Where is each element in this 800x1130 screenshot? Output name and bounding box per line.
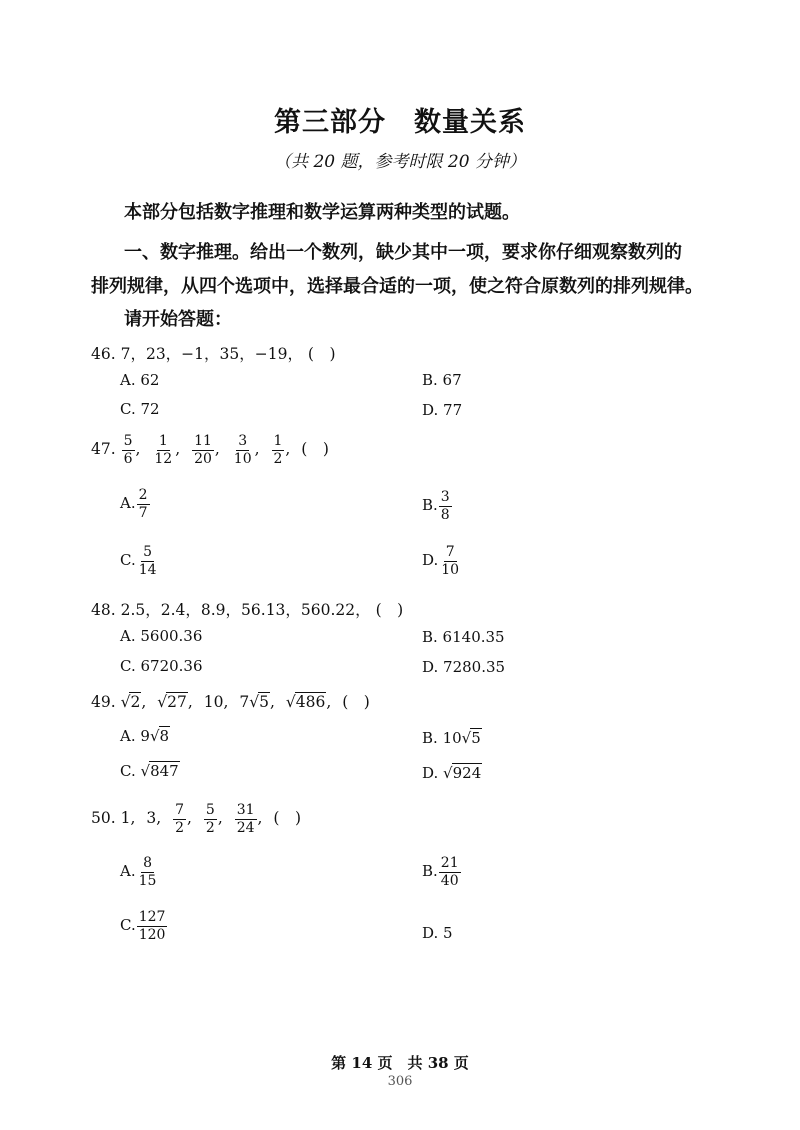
intro-line-3: 排列规律，从四个选项中，选择最合适的一项，使之符合原数列的排列规律。 [91, 276, 703, 297]
question-sequence: 7，23，−1，35，−19， [120, 345, 303, 363]
question-46 [91, 342, 336, 364]
answer-blank: ( ) [307, 345, 336, 363]
page-number: 306 [387, 1074, 413, 1089]
fraction-term: $\frac{21}{40}$ [440, 855, 459, 889]
question-number: 50. [91, 809, 116, 828]
sqrt-term: 10√5 [442, 729, 481, 747]
sqrt-term: √27 [157, 693, 187, 711]
question-50: 50. 1, 3, $\frac{7}{2}$ , $\frac{5}{2}$ , $\frac{31}{24}$ , ( ) [91, 802, 301, 836]
sqrt-term: √486 [285, 693, 326, 711]
question-49: 49. √2, √27, 10, 7√5, √486, ( ) [91, 693, 370, 711]
integer-term: 3 [146, 809, 157, 828]
fraction-term: $\frac{1}{12}$ [154, 433, 173, 467]
fraction-term: $\frac{3}{10}$ [233, 433, 252, 467]
option-a: A. $\frac{8}{15}$ [120, 855, 157, 889]
fraction-term: $\frac{3}{8}$ [440, 489, 450, 523]
option-d: D. 5 [422, 924, 453, 942]
fraction-term: $\frac{1}{2}$ [273, 433, 283, 467]
option-c: C. 6720.36 [120, 657, 203, 675]
option-b: B. $\frac{21}{40}$ [422, 855, 459, 889]
answer-blank: ( ) [375, 601, 404, 619]
option-c: C. √847 [120, 762, 179, 780]
question-number: 46. [91, 345, 116, 363]
option-c: C. $\frac{127}{120}$ [120, 909, 166, 943]
integer-term: 1 [120, 809, 131, 828]
fraction-term: $\frac{127}{120}$ [138, 909, 166, 943]
question-number: 47. [91, 440, 116, 459]
question-sequence: 2.5，2.4，8.9，56.13，560.22， [120, 601, 371, 619]
answer-blank: ( ) [342, 693, 370, 711]
fraction-term: $\frac{11}{20}$ [194, 433, 212, 467]
option-a: A. $\frac{2}{7}$ [120, 487, 148, 521]
option-d: D. 77 [422, 401, 463, 419]
sqrt-term: 9√8 [140, 727, 170, 745]
option-d: D. $\frac{7}{10}$ [422, 544, 460, 578]
answer-blank: ( ) [301, 440, 329, 459]
question-48 [91, 598, 403, 620]
page-info: 第 14 页 共 38 页 [331, 1054, 469, 1072]
fraction-term: $\frac{5}{2}$ [205, 802, 215, 836]
intro-line-1: 本部分包括数字推理和数学运算两种类型的试题。 [124, 202, 520, 223]
fraction-term: $\frac{5}{14}$ [138, 544, 157, 578]
option-c: C. 72 [120, 400, 160, 418]
intro-line-4: 请开始答题： [124, 309, 232, 330]
sqrt-term: √2 [120, 693, 141, 711]
question-47: 47. $\frac{5}{6}$ , $\frac{1}{12}$ , $\frac{11}{20}$ , $\frac{3}{10}$ , $\frac{1}{2}$ , ( ) [91, 433, 329, 467]
fraction-term: $\frac{2}{7}$ [138, 487, 148, 521]
option-a: A. 5600.36 [120, 627, 203, 645]
fraction-term: $\frac{31}{24}$ [236, 802, 255, 836]
integer-term: 10 [203, 693, 224, 711]
section-title: 第三部分 数量关系 [274, 107, 526, 138]
intro-line-2: 一、数字推理。给出一个数列，缺少其中一项，要求你仔细观察数列的 [124, 242, 682, 263]
question-number: 48. [91, 601, 116, 619]
fraction-term: $\frac{8}{15}$ [138, 855, 157, 889]
sqrt-term: 7√5 [239, 693, 269, 711]
question-number: 49. [91, 693, 116, 711]
option-b: B. 67 [422, 371, 462, 389]
fraction-term: $\frac{5}{6}$ [123, 433, 133, 467]
option-a: A. 9√8 [120, 727, 170, 745]
answer-blank: ( ) [273, 809, 301, 828]
option-b: B. 6140.35 [422, 628, 505, 646]
option-c: C. $\frac{5}{14}$ [120, 544, 157, 578]
sqrt-term: √847 [140, 762, 179, 780]
option-d: D. √924 [422, 764, 482, 782]
option-b: B. $\frac{3}{8}$ [422, 489, 450, 523]
option-d: D. 7280.35 [422, 658, 506, 676]
fraction-term: $\frac{7}{10}$ [441, 544, 460, 578]
option-a: A. 62 [120, 371, 160, 389]
fraction-term: $\frac{7}{2}$ [175, 802, 185, 836]
sqrt-term: √924 [443, 764, 482, 782]
section-subtitle: （共 20 题，参考时限 20 分钟） [274, 152, 526, 172]
option-b: B. 10√5 [422, 729, 481, 747]
